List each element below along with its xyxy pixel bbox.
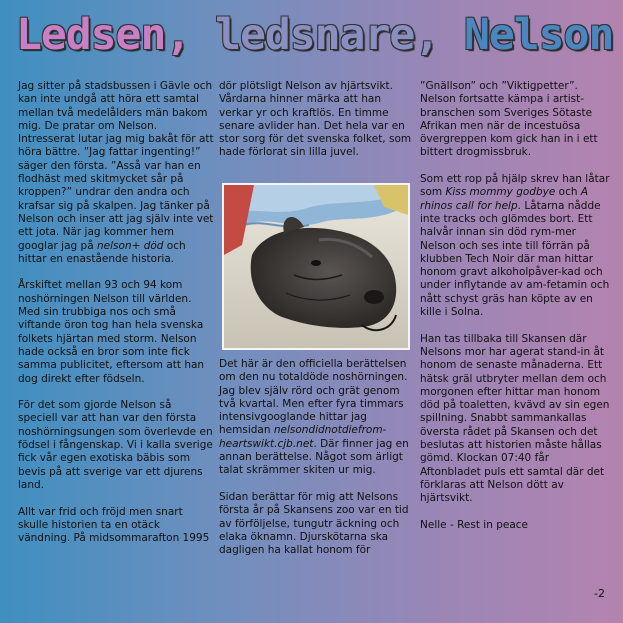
paragraph [18, 80, 214, 266]
title-part-3: Nelson [464, 10, 614, 60]
search-term: nelson+ död [96, 239, 164, 252]
column-1 [18, 80, 214, 559]
paragraph: Allt var frid och fröjd men snart skulle historien ta en otäck vändning. På midsommarafton 1995 [18, 505, 210, 545]
text-run: och hittar en enastående historia. [18, 239, 186, 265]
paragraph [219, 358, 415, 478]
text-run: Jag sitter på stadsbussen i Gävle och kan inte undgå att höra ett samtal mellan två medelålders män bakom mig. De pratar om Nelson. Intresserat lutar jag mig bakåt för att höra bättre. ”Jag fattar ingenting!” säger den första. ”Asså var han en flodhäst med skitmycket sår på kroppen?” undrar den andra och krafsar sig på skalpen. Jag tänker på Nelson och inser att jag själv inte vet ett jota. När jag kommer hem googlar jag på [18, 80, 214, 252]
text-run: Som ett rop på hjälp skrev han låtar som [420, 173, 610, 199]
signature-line: Nelle - Rest in peace [420, 518, 528, 531]
paragraph: dör plötsligt Nelson av hjärtsvikt. Vårdarna hinner märka att han verkar yr och kraftlös. En timme senare avlider han. Det hela var en stor sorg för det svenska folket, som hade förlorat sin lilla juvel. [219, 80, 412, 159]
website-address: nelsondidnotdiefrom-heartswikt.cjb.net [219, 424, 387, 450]
paragraph: För det som gjorde Nelson så speciell var att han var den första noshörningsungen som överlevde en födsel i fångenskap. Vi i kalla sverige fick vår egen exotiska bäbis som bevis på att sverige var ett djurens land. [18, 399, 213, 491]
text-run: Det här är den officiella berättelsen om den nu totaldöde noshörningen. Jag blev själv rörd och grät genom två kvartal. Men efter fyra timmars intensivgooglande hittar jag hemsidan [219, 358, 408, 437]
song-title: Kiss mommy godbye [445, 186, 556, 199]
column-3 [420, 80, 612, 545]
text-run: . Där finner jag en annan berättelse. Något som ärligt talat skrämmer skiten ur mig. [219, 437, 409, 477]
song-title: A rhinos call for help [420, 186, 589, 212]
title-part-1: Ledsen, [16, 10, 216, 60]
rhino-photo [222, 183, 410, 350]
paragraph: Årskiftet mellan 93 och 94 kom noshörningen Nelson till världen. Med sin trubbiga nos och små viftande öron tog han hela svenska folkets hjärtan med storm. Nelson hade också en bror som inte fick samma publicitet, eftersom att han dog direkt efter födseln. [18, 279, 205, 385]
rhino-illustration [224, 185, 408, 348]
column-2-bottom [219, 358, 415, 571]
paragraph: Sidan berättar för mig att Nelsons första år på Skansens zoo var en tid av förföljelse, tungutr äckning och elaka öknamn. Djurskötarna ska dagligen ha kallat honom för [219, 490, 409, 557]
article-title [16, 10, 613, 60]
paragraph: Han tas tillbaka till Skansen där Nelsons mor har agerat stand-in åt honom de senaste månaderna. Ett hätsk gräl utbryter mellan dem och morgonen efter hittar man honom död på toaletten, kvävd av sin egen spillning. Snabbt sammankallas översta rådet på Skansen och det beslutas att historien måste hållas gömd. Klockan 07:40 får Aftonbladet puls ett samtal där det förklaras att Nelson dött av hjärtsvikt. [420, 332, 610, 505]
paragraph: ”Gnällson” och ”Viktigpetter”. Nelson fortsatte kämpa i artist-branschen som Sveriges Sötaste Afrikan men när de incestuösa övergreppen kom gick han in i ett bittert drogmissbruk. [420, 80, 598, 159]
column-2-top [219, 80, 415, 173]
text-run: . Låtarna nådde inte tracks och glömdes bort. Ett halvår innan sin död rym-mer Nelson och ses inte till förrän på klubben Tech Noir där man hittar honom gravt alkoholpåver-kad och under inflytande av am-fetamin och nått schyst gräs han köpte av en kille i Solna. [420, 199, 610, 319]
page-number: -2 [594, 587, 605, 600]
paragraph [420, 173, 612, 319]
text-run: och [555, 186, 581, 199]
title-part-2: ledsnare, [215, 10, 464, 60]
